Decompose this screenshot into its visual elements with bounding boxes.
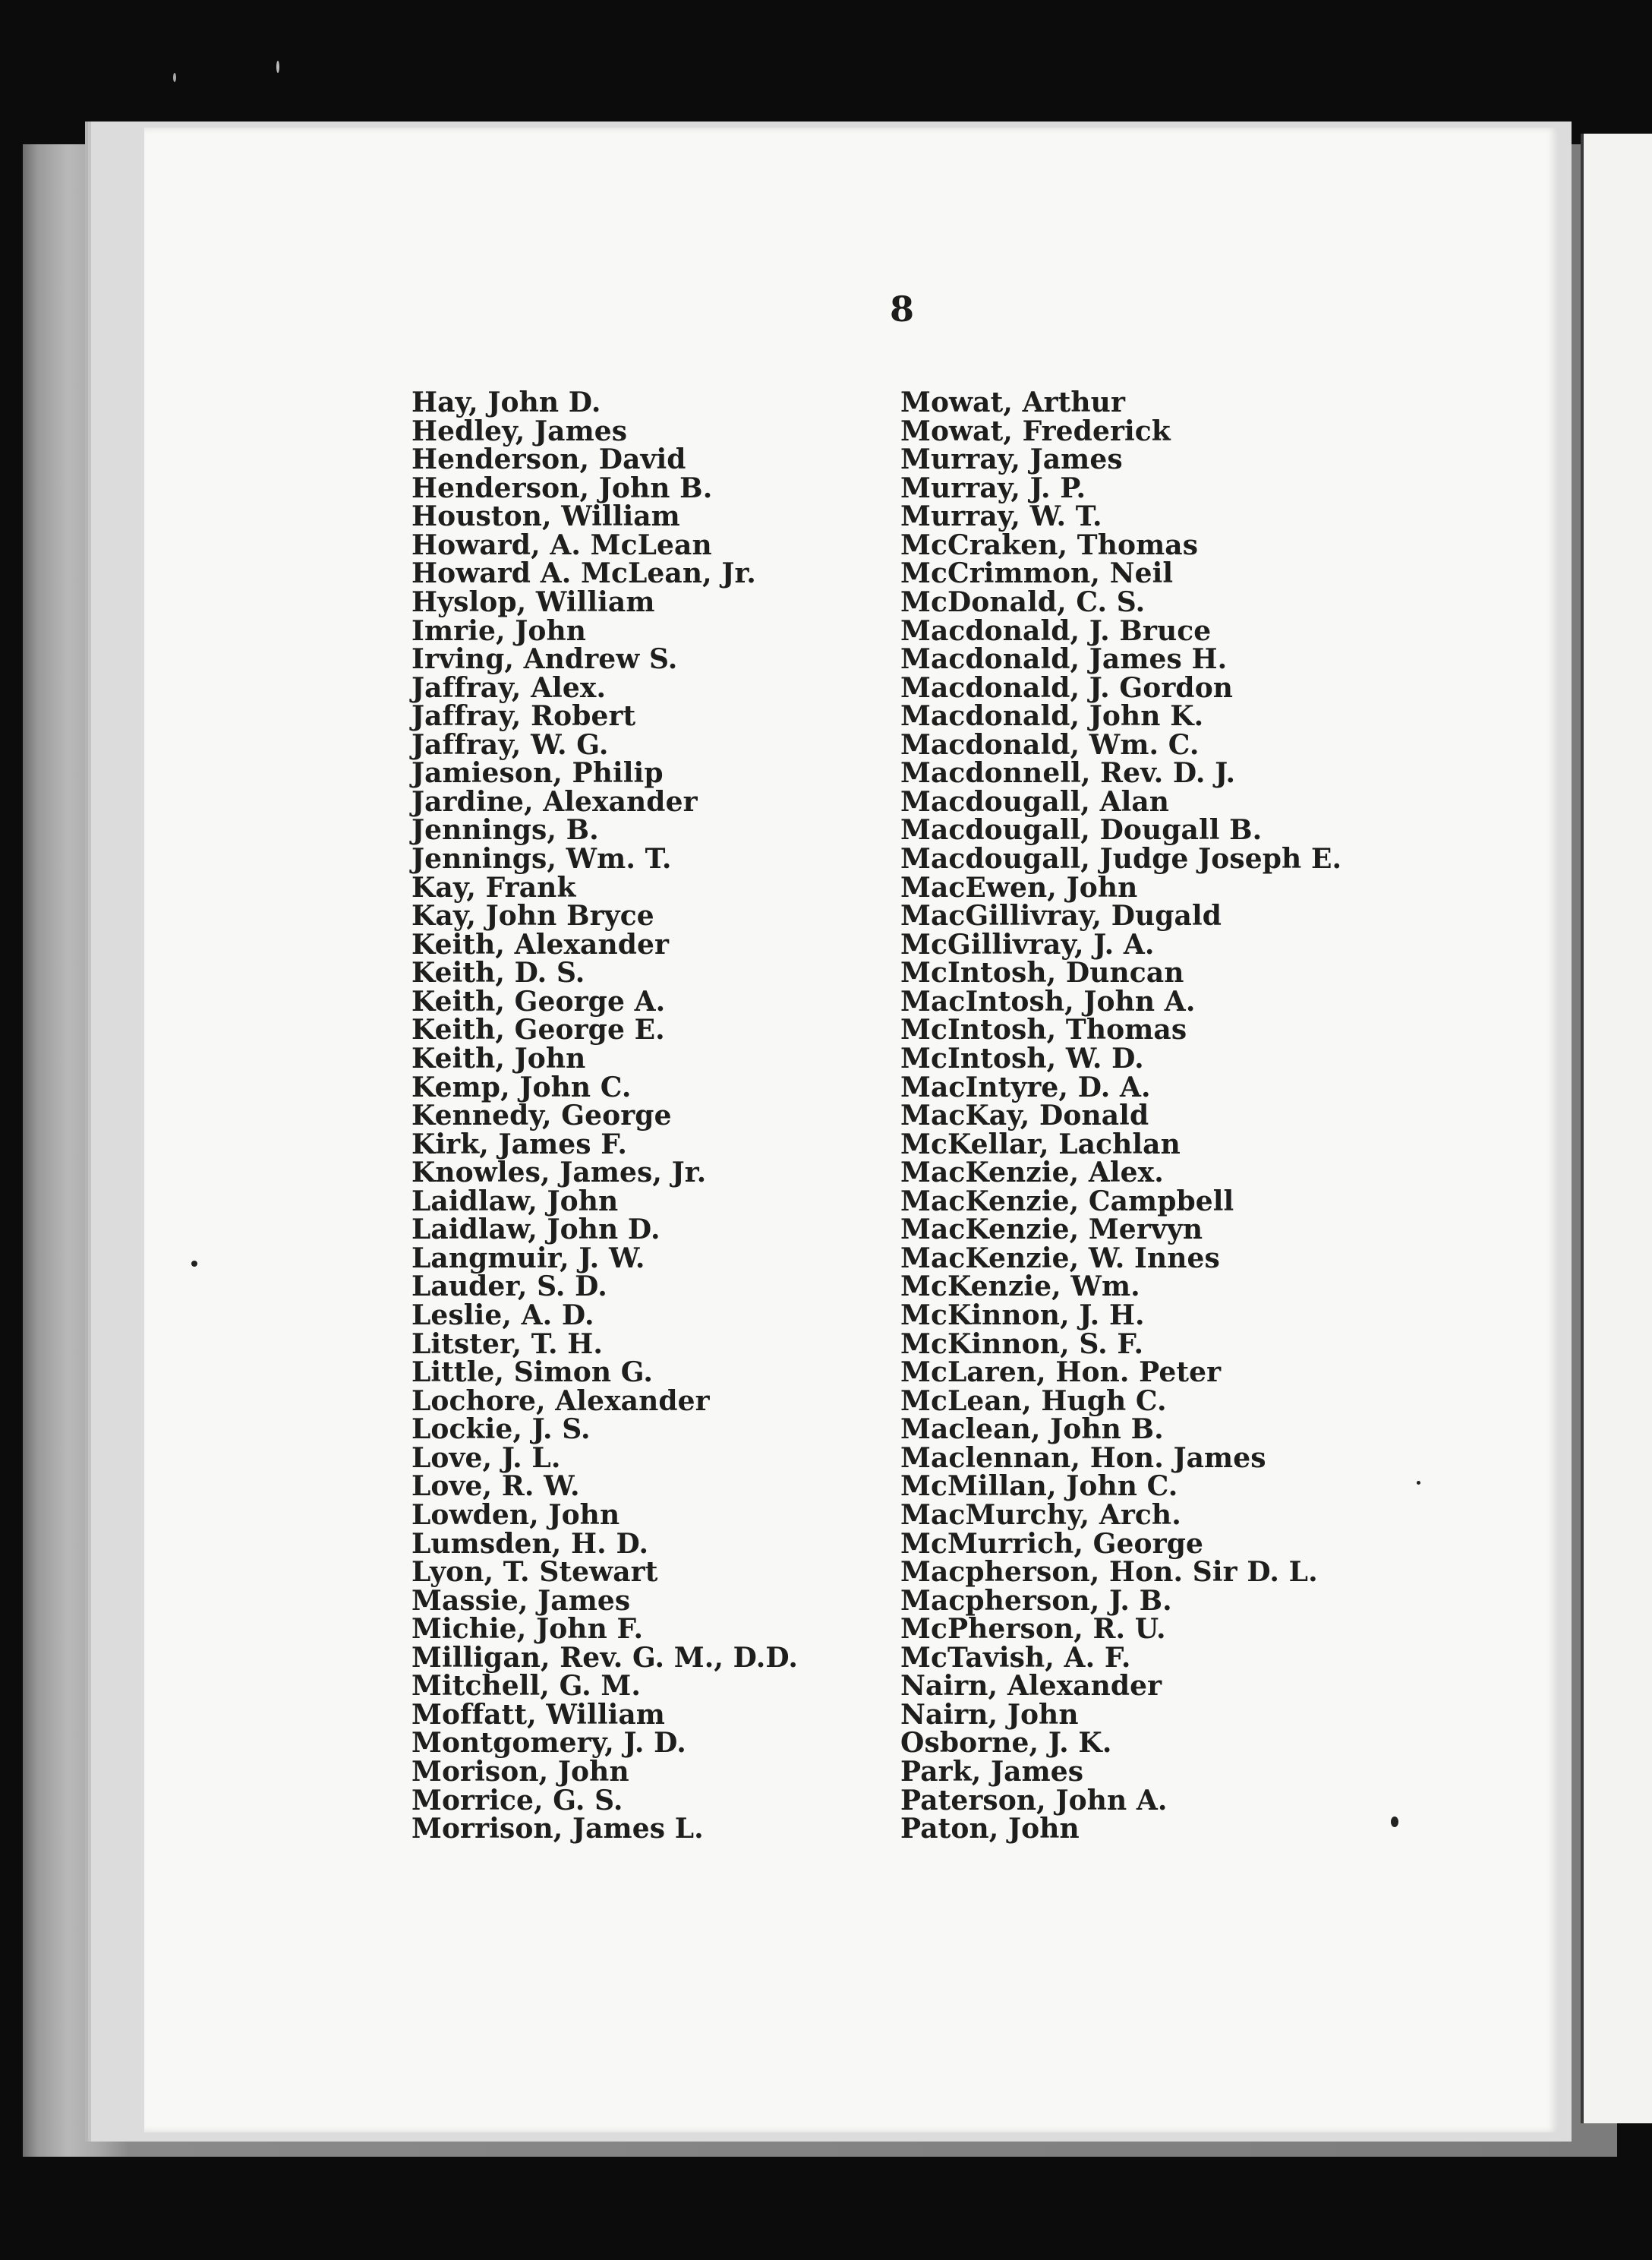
name-entry: Kay, Frank	[411, 871, 576, 904]
name-entry: Jennings, B.	[411, 814, 599, 847]
name-entry: Lyon, T. Stewart	[411, 1556, 658, 1589]
name-entry: McTavish, A. F.	[900, 1641, 1131, 1674]
name-entry: Litster, T. H.	[411, 1327, 603, 1360]
name-entry: Moffatt, William	[411, 1698, 666, 1731]
name-entry: Lochore, Alexander	[411, 1384, 710, 1417]
name-entry: MacGillivray, Dugald	[900, 900, 1222, 933]
name-entry: Osborne, J. K.	[900, 1727, 1112, 1760]
name-entry: McKenzie, Wm.	[900, 1270, 1140, 1303]
name-entry: Maclennan, Hon. James	[900, 1441, 1266, 1474]
name-entry: Kay, John Bryce	[411, 900, 654, 933]
name-entry: Irving, Andrew S.	[411, 643, 678, 676]
dust-speck	[173, 73, 176, 82]
name-entry: McCrimmon, Neil	[900, 557, 1174, 590]
name-entry: Kemp, John C.	[411, 1071, 632, 1103]
name-entry: Hyslop, William	[411, 586, 655, 618]
name-entry: Macdougall, Alan	[900, 785, 1170, 818]
name-entry: McMurrich, George	[900, 1527, 1203, 1560]
left-name-column	[411, 389, 798, 1844]
name-entry: Morrice, G. S.	[411, 1784, 623, 1817]
name-entry: Murray, W. T.	[900, 500, 1102, 533]
name-entry: Michie, John F.	[411, 1613, 644, 1646]
page-number: 8	[890, 289, 915, 330]
name-entry: Keith, John	[411, 1042, 586, 1075]
name-entry: McKinnon, S. F.	[900, 1327, 1144, 1360]
dust-speck	[1391, 1817, 1398, 1827]
name-entry: Hay, John D.	[411, 387, 601, 418]
name-entry: Jennings, Wm. T.	[411, 843, 672, 875]
name-entry: McLean, Hugh C.	[900, 1384, 1167, 1417]
name-entry: Kennedy, George	[411, 1100, 672, 1132]
name-entry: Macdonnell, Rev. D. J.	[900, 757, 1236, 790]
name-entry: Maclean, John B.	[900, 1413, 1164, 1446]
name-entry: Jamieson, Philip	[411, 757, 664, 790]
name-entry: Keith, George E.	[411, 1014, 665, 1046]
name-entry: Howard, A. McLean	[411, 529, 712, 561]
name-entry: McKinnon, J. H.	[900, 1299, 1145, 1331]
name-entry: Jaffray, Alex.	[411, 671, 607, 704]
name-entry: Montgomery, J. D.	[411, 1727, 686, 1760]
name-entry: McIntosh, W. D.	[900, 1042, 1144, 1075]
name-entry: MacIntosh, John A.	[900, 985, 1196, 1018]
name-entry: McPherson, R. U.	[900, 1613, 1166, 1646]
name-entry: McGillivray, J. A.	[900, 928, 1155, 961]
name-entry: Love, J. L.	[411, 1441, 561, 1474]
name-entry: McCraken, Thomas	[900, 529, 1199, 561]
name-entry: Macdonald, Wm. C.	[900, 728, 1200, 761]
name-entry: Leslie, A. D.	[411, 1299, 594, 1331]
name-entry: Mowat, Arthur	[900, 387, 1126, 418]
right-name-column	[900, 389, 1341, 1844]
name-entry: Houston, William	[411, 500, 680, 533]
name-entry: Love, R. W.	[411, 1470, 580, 1503]
name-entry: Nairn, John	[900, 1698, 1079, 1731]
name-entry: MacKay, Donald	[900, 1100, 1149, 1132]
name-entry: Morrison, James L.	[411, 1813, 704, 1845]
name-entry: Henderson, David	[411, 443, 686, 476]
name-entry: Mowat, Frederick	[900, 415, 1171, 447]
name-entry: Macdougall, Dougall B.	[900, 814, 1263, 847]
name-entry: Massie, James	[411, 1584, 631, 1617]
dust-speck	[276, 61, 279, 73]
name-entry: McMillan, John C.	[900, 1470, 1178, 1503]
name-entry: MacKenzie, W. Innes	[900, 1242, 1220, 1274]
name-entry: Paterson, John A.	[900, 1784, 1168, 1817]
name-entry: Hedley, James	[411, 415, 628, 447]
name-entry: Macpherson, Hon. Sir D. L.	[900, 1556, 1318, 1589]
name-entry: Knowles, James, Jr.	[411, 1157, 707, 1189]
name-entry: McKellar, Lachlan	[900, 1128, 1181, 1160]
name-entry: Mitchell, G. M.	[411, 1670, 641, 1703]
name-entry: MacKenzie, Mervyn	[900, 1214, 1203, 1246]
name-entry: Laidlaw, John D.	[411, 1214, 660, 1246]
name-entry: Jardine, Alexander	[411, 785, 698, 818]
name-entry: Morison, John	[411, 1756, 629, 1788]
document-page	[144, 128, 1558, 2132]
name-entry: Nairn, Alexander	[900, 1670, 1162, 1703]
name-entry: MacEwen, John	[900, 871, 1138, 904]
name-entry: Murray, J. P.	[900, 472, 1086, 504]
name-entry: Macdougall, Judge Joseph E.	[900, 843, 1342, 875]
name-entry: Little, Simon G.	[411, 1356, 653, 1389]
name-entry: Laidlaw, John	[411, 1185, 619, 1217]
name-entry: McLaren, Hon. Peter	[900, 1356, 1222, 1389]
name-entry: Keith, D. S.	[411, 957, 585, 990]
name-entry: Murray, James	[900, 443, 1123, 476]
name-entry: Henderson, John B.	[411, 472, 713, 504]
name-entry: Lauder, S. D.	[411, 1270, 607, 1303]
name-entry: McDonald, C. S.	[900, 586, 1146, 618]
name-entry: Macdonald, J. Bruce	[900, 614, 1212, 647]
name-entry: Milligan, Rev. G. M., D.D.	[411, 1641, 798, 1674]
name-entry: Keith, George A.	[411, 985, 666, 1018]
name-entry: Macdonald, J. Gordon	[900, 671, 1234, 704]
name-entry: Macpherson, J. B.	[900, 1584, 1172, 1617]
name-entry: Macdonald, James H.	[900, 643, 1228, 676]
name-entry: Langmuir, J. W.	[411, 1242, 645, 1274]
facing-page-edge	[1581, 134, 1652, 2123]
name-entry: Lowden, John	[411, 1498, 620, 1531]
name-entry: MacIntyre, D. A.	[900, 1071, 1151, 1103]
name-entry: Lockie, J. S.	[411, 1413, 591, 1446]
name-entry: MacKenzie, Alex.	[900, 1157, 1164, 1189]
name-entry: McIntosh, Duncan	[900, 957, 1184, 990]
name-entry: Lumsden, H. D.	[411, 1527, 649, 1560]
name-entry: Park, James	[900, 1756, 1084, 1788]
name-entry: Kirk, James F.	[411, 1128, 627, 1160]
dust-speck	[1417, 1481, 1420, 1485]
name-entry: Paton, John	[900, 1813, 1080, 1845]
name-entry: Jaffray, W. G.	[411, 728, 609, 761]
name-entry: Imrie, John	[411, 614, 587, 647]
name-entry: Keith, Alexander	[411, 928, 670, 961]
name-entry: McIntosh, Thomas	[900, 1014, 1187, 1046]
name-entry: Jaffray, Robert	[411, 700, 636, 733]
name-entry: Howard A. McLean, Jr.	[411, 557, 756, 590]
name-entry: MacMurchy, Arch.	[900, 1498, 1181, 1531]
name-entry: Macdonald, John K.	[900, 700, 1204, 733]
dust-speck	[191, 1261, 197, 1267]
name-entry: MacKenzie, Campbell	[900, 1185, 1234, 1217]
